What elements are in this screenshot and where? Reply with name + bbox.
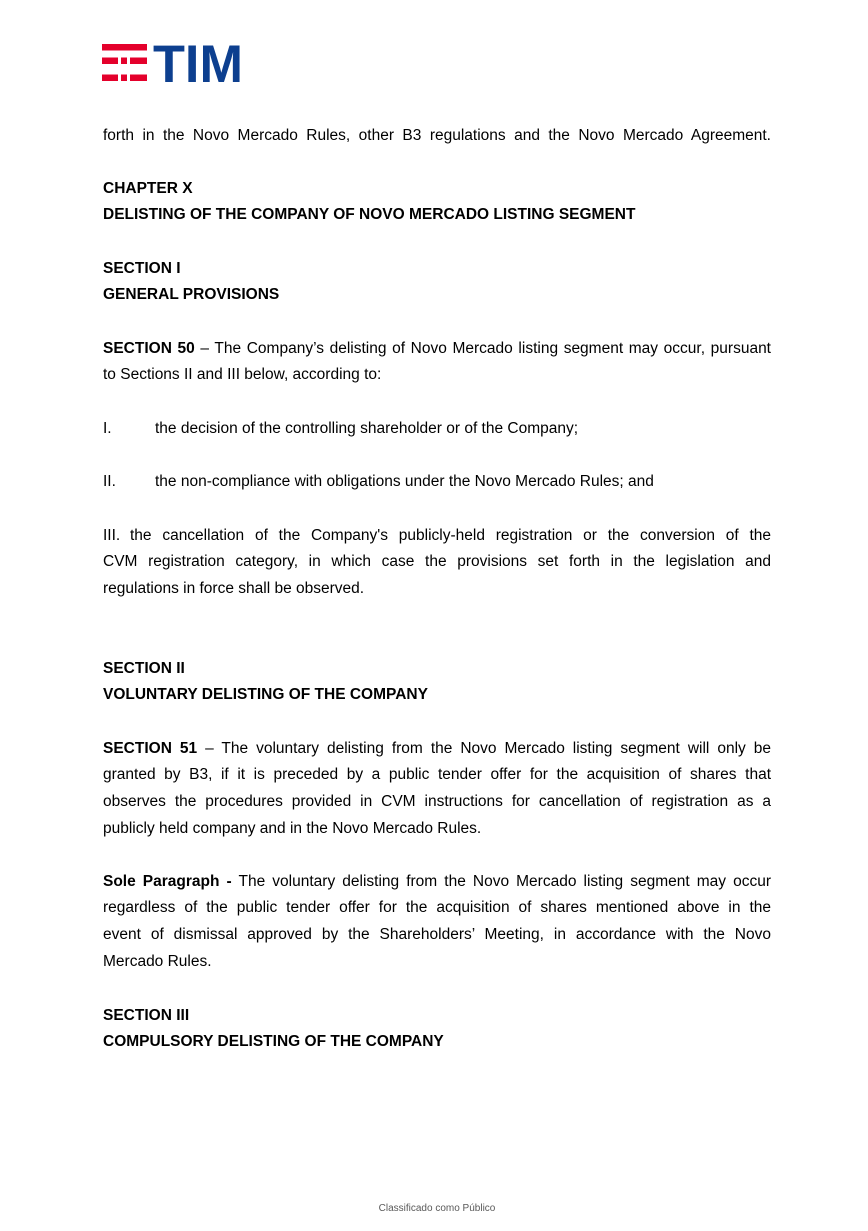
section-title: COMPULSORY DELISTING OF THE COMPANY [103, 1033, 444, 1051]
list-item-text: the cancellation of the Company's publicly-held registration or the conversion of the [130, 526, 771, 544]
section-title: GENERAL PROVISIONS [103, 286, 280, 304]
chapter-heading [103, 176, 771, 229]
continuation-paragraph [103, 123, 771, 150]
article-text: – The voluntary delisting from the Novo Mercado listing segment will only be [205, 739, 771, 757]
section-number: SECTION II [103, 659, 185, 677]
paragraph-text: The voluntary delisting from the Novo Mercado listing segment may occur [238, 872, 771, 890]
paragraph-line: event of dismissal approved by the Shareholders’ Meeting, in accordance with the Novo [103, 925, 771, 943]
article-lead: SECTION 51 [103, 739, 198, 757]
paragraph-line: regardless of the public tender offer for the acquisition of shares mentioned above in the [103, 899, 771, 917]
list-item [103, 469, 771, 496]
paragraph-line: to Sections II and III below, according to: [103, 366, 382, 384]
section-51-paragraph [103, 736, 771, 843]
list-item-iii [103, 523, 771, 603]
list-item-label: III. [103, 526, 121, 544]
sole-paragraph [103, 869, 771, 976]
list-item-ii [103, 469, 771, 496]
tim-logo [100, 40, 250, 86]
article-lead: SECTION 50 [103, 339, 195, 357]
paragraph-line: Mercado Rules. [103, 952, 212, 970]
tim-logo-wordmark: TIM [153, 40, 243, 86]
paragraph-line [103, 336, 771, 363]
section-number: SECTION I [103, 259, 181, 277]
section-i-heading [103, 256, 771, 309]
paragraph-line: publicly held company and in the Novo Mercado Rules. [103, 819, 482, 837]
list-item [103, 523, 771, 550]
chapter-title: DELISTING OF THE COMPANY OF NOVO MERCADO LISTING SEGMENT [103, 206, 636, 224]
paragraph-lead: Sole Paragraph - [103, 872, 232, 890]
section-title: VOLUNTARY DELISTING OF THE COMPANY [103, 686, 428, 704]
classification-footer: Classificado como Público [378, 1203, 496, 1214]
section-number: SECTION III [103, 1006, 190, 1024]
list-item-text: the non-compliance with obligations under the Novo Mercado Rules; and [155, 472, 654, 490]
paragraph-line: regulations in force shall be observed. [103, 579, 365, 597]
paragraph-line [103, 869, 771, 896]
section-iii-heading [103, 1003, 771, 1056]
list-item-label: II. [103, 472, 116, 490]
list-item-label: I. [103, 419, 112, 437]
paragraph-line [103, 736, 771, 763]
list-item-i [103, 416, 771, 443]
chapter-number: CHAPTER X [103, 179, 193, 197]
list-item-text: the decision of the controlling shareholder or of the Company; [155, 419, 579, 437]
paragraph-line: CVM registration category, in which case the provisions set forth in the legislation and [103, 553, 771, 571]
section-50-paragraph [103, 336, 771, 389]
tim-logo-mark-icon [102, 44, 147, 81]
article-text: – The Company’s delisting of Novo Mercado listing segment may occur, pursuant [200, 339, 771, 357]
paragraph-line: forth in the Novo Mercado Rules, other B3 regulations and the Novo Mercado Agreement. [103, 126, 771, 144]
paragraph-line: granted by B3, if it is preceded by a public tender offer for the acquisition of shares that [103, 766, 771, 784]
paragraph-line: observes the procedures provided in CVM instructions for cancellation of registration as a [103, 792, 771, 810]
list-item [103, 416, 771, 443]
section-ii-heading [103, 656, 771, 709]
